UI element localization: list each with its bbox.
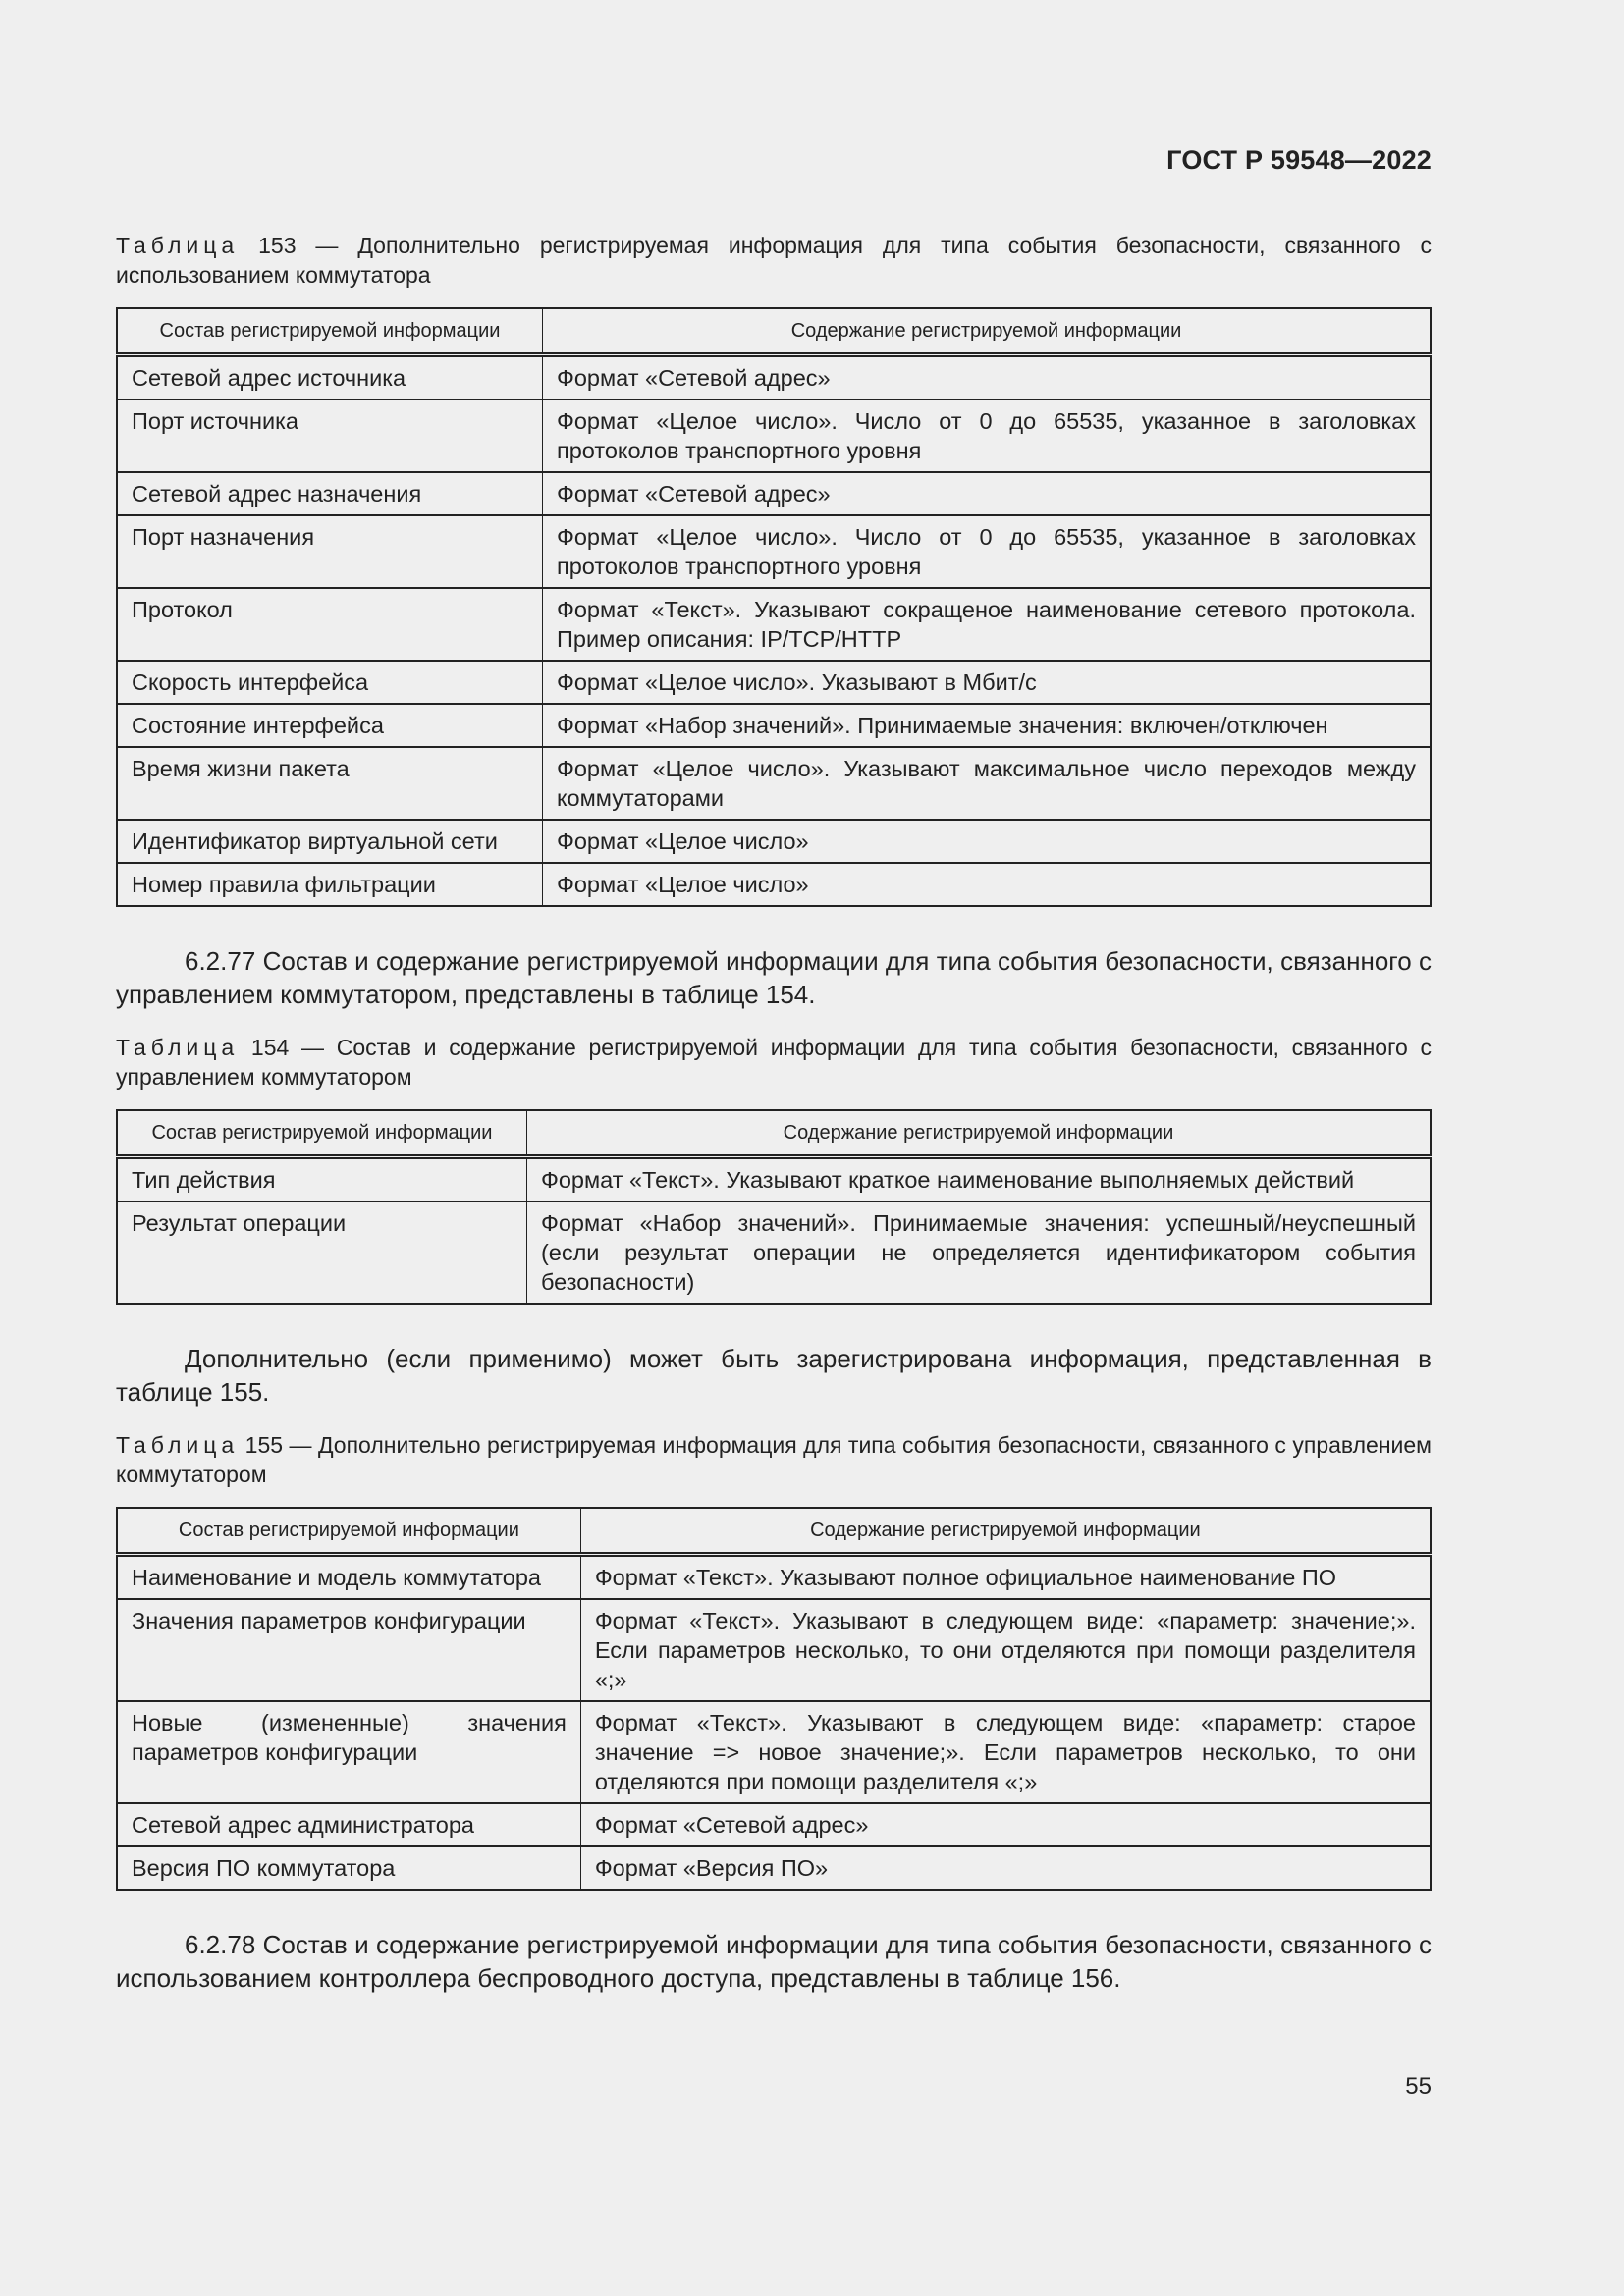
table-cell: Формат «Целое число»: [543, 820, 1432, 863]
table-row: [117, 1599, 1431, 1701]
table-row: [117, 1555, 1431, 1600]
table-cell: Версия ПО коммутатора: [117, 1846, 580, 1890]
table-cell: Формат «Набор значений». Принимаемые значения: успешный/неуспешный (если результат операции не определяется идентификатором события безопасности): [526, 1201, 1431, 1304]
column-header-content: Содержание регистрируемой информации: [543, 308, 1432, 355]
table-caption-label: Таблица: [116, 233, 240, 258]
paragraph-6-2-77: 6.2.77 Состав и содержание регистрируемой информации для типа события безопасности, связанного с управлением коммутатором, представлены в таблице 154.: [116, 946, 1432, 1009]
table-row: [117, 1803, 1431, 1846]
table-cell: Порт назначения: [117, 515, 543, 588]
table-row: [117, 747, 1431, 820]
table-cell: Новые (измененные) значения параметров конфигурации: [117, 1701, 580, 1803]
table-cell: Скорость интерфейса: [117, 661, 543, 704]
table-cell: Формат «Текст». Указывают краткое наименование выполняемых действий: [526, 1157, 1431, 1202]
table-cell: Формат «Версия ПО»: [580, 1846, 1431, 1890]
table-cell: Сетевой адрес источника: [117, 355, 543, 400]
table-caption-label: Таблица: [116, 1035, 240, 1060]
table-cell: Формат «Набор значений». Принимаемые значения: включен/отключен: [543, 704, 1432, 747]
column-header-composition: Состав регистрируемой информации: [117, 308, 543, 355]
table-cell: Протокол: [117, 588, 543, 661]
table-cell: Формат «Сетевой адрес»: [543, 472, 1432, 515]
table-row: [117, 1201, 1431, 1304]
column-header-composition: Состав регистрируемой информации: [117, 1508, 580, 1555]
table-cell: Порт источника: [117, 400, 543, 472]
table-cell: Результат операции: [117, 1201, 526, 1304]
table-155: [116, 1507, 1432, 1891]
table-row: [117, 355, 1431, 400]
table-cell: Сетевой адрес назначения: [117, 472, 543, 515]
table-header-row: [117, 1508, 1431, 1555]
table-cell: Формат «Целое число». Указывают в Мбит/с: [543, 661, 1432, 704]
table-cell: Номер правила фильтрации: [117, 863, 543, 906]
table-cell: Наименование и модель коммутатора: [117, 1555, 580, 1600]
table-155-caption: [116, 1430, 1432, 1489]
paragraph-6-2-78: 6.2.78 Состав и содержание регистрируемой информации для типа события безопасности, связанного с использованием контроллера беспроводного доступа, представлены в таблице 156.: [116, 1930, 1432, 1993]
table-header-row: [117, 308, 1431, 355]
table-153-caption: [116, 231, 1432, 290]
table-row: [117, 472, 1431, 515]
column-header-content: Содержание регистрируемой информации: [526, 1110, 1431, 1157]
table-caption-text: 153 — Дополнительно регистрируемая информация для типа события безопасности, связанного с использованием коммутатора: [116, 233, 1432, 288]
table-row: [117, 588, 1431, 661]
table-row: [117, 1157, 1431, 1202]
paragraph-additional: Дополнительно (если применимо) может быть зарегистрирована информация, представленная в таблице 155.: [116, 1344, 1432, 1407]
table-caption-text: 154 — Состав и содержание регистрируемой информации для типа события безопасности, связанного с управлением коммутатором: [116, 1035, 1432, 1090]
column-header-content: Содержание регистрируемой информации: [580, 1508, 1431, 1555]
column-header-composition: Состав регистрируемой информации: [117, 1110, 526, 1157]
table-cell: Формат «Целое число». Число от 0 до 65535, указанное в заголовках протоколов транспортного уровня: [543, 400, 1432, 472]
table-154-caption: [116, 1033, 1432, 1092]
table-cell: Формат «Сетевой адрес»: [580, 1803, 1431, 1846]
table-cell: Тип действия: [117, 1157, 526, 1202]
table-cell: Идентификатор виртуальной сети: [117, 820, 543, 863]
table-154: [116, 1109, 1432, 1305]
table-row: [117, 820, 1431, 863]
table-cell: Время жизни пакета: [117, 747, 543, 820]
table-cell: Формат «Целое число»: [543, 863, 1432, 906]
table-row: [117, 863, 1431, 906]
table-cell: Формат «Сетевой адрес»: [543, 355, 1432, 400]
table-cell: Формат «Текст». Указывают полное официальное наименование ПО: [580, 1555, 1431, 1600]
table-row: [117, 1846, 1431, 1890]
table-row: [117, 1701, 1431, 1803]
table-cell: Значения параметров конфигурации: [117, 1599, 580, 1701]
document-id-header: ГОСТ Р 59548—2022: [1166, 145, 1432, 175]
table-header-row: [117, 1110, 1431, 1157]
table-cell: Формат «Текст». Указывают в следующем виде: «параметр: старое значение => новое значение;». Если параметров несколько, то они отделяются при помощи разделителя «;»: [580, 1701, 1431, 1803]
table-cell: Сетевой адрес администратора: [117, 1803, 580, 1846]
table-153: [116, 307, 1432, 907]
table-caption-text: 155 — Дополнительно регистрируемая информация для типа события безопасности, связанного с управлением коммутатором: [116, 1432, 1432, 1487]
table-row: [117, 661, 1431, 704]
table-cell: Формат «Целое число». Число от 0 до 65535, указанное в заголовках протоколов транспортного уровня: [543, 515, 1432, 588]
table-caption-label: Таблица: [116, 1432, 240, 1458]
table-row: [117, 704, 1431, 747]
page-content: [116, 145, 1432, 2016]
page-number: 55: [1405, 2073, 1432, 2100]
table-cell: Формат «Текст». Указывают сокращеное наименование сетевого протокола. Пример описания: IP/TCP/HTTP: [543, 588, 1432, 661]
table-cell: Состояние интерфейса: [117, 704, 543, 747]
table-row: [117, 515, 1431, 588]
table-cell: Формат «Текст». Указывают в следующем виде: «параметр: значение;». Если параметров несколько, то они отделяются при помощи разделителя «;»: [580, 1599, 1431, 1701]
table-cell: Формат «Целое число». Указывают максимальное число переходов между коммутаторами: [543, 747, 1432, 820]
table-row: [117, 400, 1431, 472]
